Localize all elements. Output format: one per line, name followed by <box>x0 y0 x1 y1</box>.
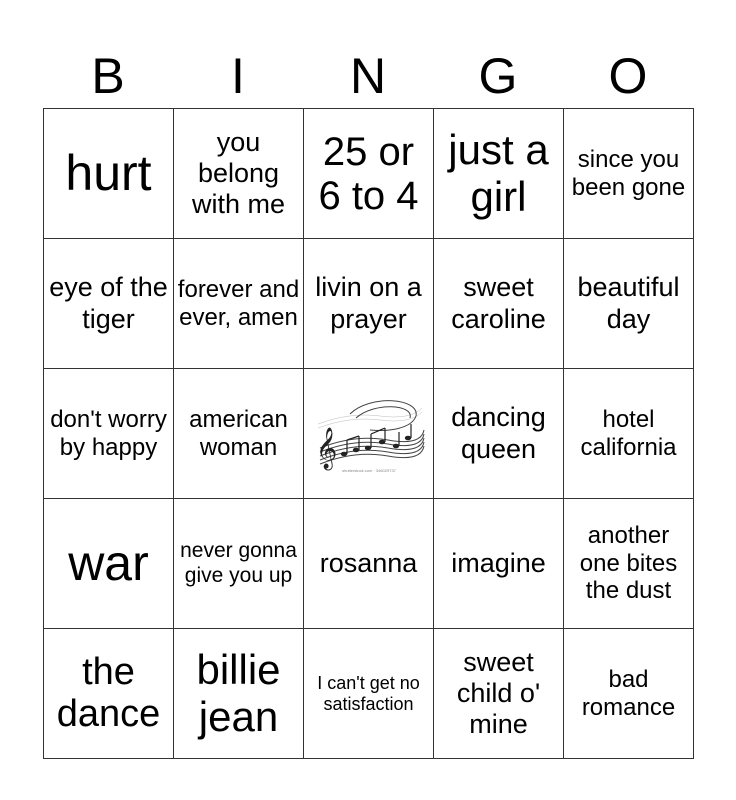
bingo-cell[interactable]: hotel california <box>564 369 694 499</box>
bingo-cell[interactable]: sweet caroline <box>434 239 564 369</box>
bingo-cell[interactable]: bad romance <box>564 629 694 759</box>
bingo-cell[interactable]: just a girl <box>434 109 564 239</box>
bingo-cell[interactable]: livin on a prayer <box>304 239 434 369</box>
bingo-cell[interactable]: american woman <box>174 369 304 499</box>
bingo-cell[interactable]: beautiful day <box>564 239 694 369</box>
bingo-cell[interactable]: war <box>44 499 174 629</box>
header-letter-g: G <box>478 48 518 104</box>
bingo-cell[interactable]: forever and ever, amen <box>174 239 304 369</box>
bingo-cell[interactable]: rosanna <box>304 499 434 629</box>
header-letter-i: I <box>231 48 245 104</box>
bingo-cell[interactable]: the dance <box>44 629 174 759</box>
board-row <box>44 629 694 759</box>
header-letter-n: N <box>349 48 387 104</box>
bingo-cell[interactable]: since you been gone <box>564 109 694 239</box>
svg-text:𝄞: 𝄞 <box>315 427 337 469</box>
bingo-cell[interactable]: hurt <box>44 109 174 239</box>
board-row <box>44 369 694 499</box>
bingo-cell[interactable]: eye of the tiger <box>44 239 174 369</box>
bingo-cell[interactable]: dancing queen <box>434 369 564 499</box>
free-space-caption: shutterstock.com · 346029737 <box>341 467 396 473</box>
bingo-cell[interactable]: you belong with me <box>174 109 304 239</box>
free-space-cell[interactable] <box>304 369 434 499</box>
bingo-board <box>43 108 694 759</box>
bingo-cell[interactable]: sweet child o' mine <box>434 629 564 759</box>
bingo-header <box>43 44 693 108</box>
music-notes-staff-icon <box>310 394 428 474</box>
bingo-cell[interactable]: another one bites the dust <box>564 499 694 629</box>
bingo-cell[interactable]: don't worry by happy <box>44 369 174 499</box>
board-row <box>44 499 694 629</box>
bingo-cell[interactable]: billie jean <box>174 629 304 759</box>
board-row <box>44 109 694 239</box>
board-row <box>44 239 694 369</box>
bingo-cell[interactable]: imagine <box>434 499 564 629</box>
bingo-cell[interactable]: 25 or 6 to 4 <box>304 109 434 239</box>
bingo-cell[interactable]: I can't get no satisfaction <box>304 629 434 759</box>
bingo-cell[interactable]: never gonna give you up <box>174 499 304 629</box>
header-letter-o: O <box>608 48 648 104</box>
header-letter-b: B <box>91 48 125 104</box>
